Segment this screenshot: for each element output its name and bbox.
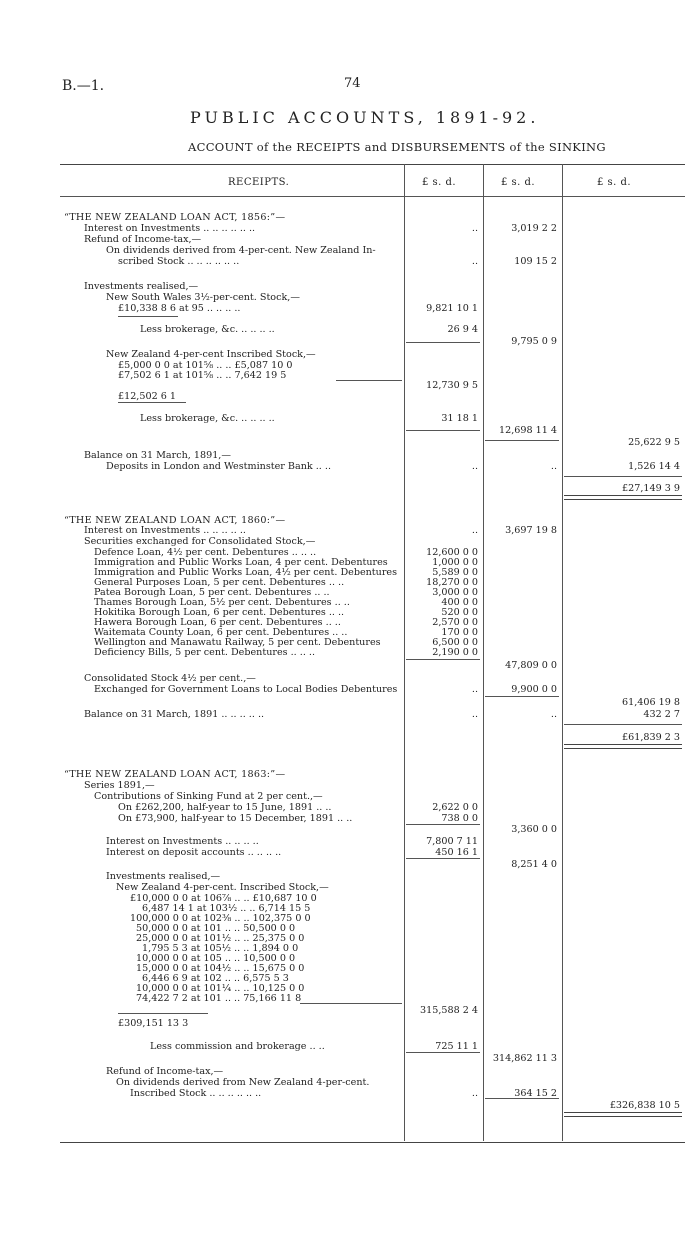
ledger-line: 74,422 7 2 at 101 .. .. 75,166 11 8 bbox=[136, 993, 302, 1004]
amount-cell: 5,589 0 0 bbox=[432, 567, 478, 578]
ledger-line: Less commission and brokerage .. .. bbox=[150, 1041, 325, 1052]
ledger-line: General Purposes Loan, 5 per cent. Debentures .. .. bbox=[94, 577, 345, 588]
ledger-line: 6,446 6 9 at 102 .. .. 6,575 5 3 bbox=[142, 973, 289, 984]
account-subtitle: ACCOUNT of the RECEIPTS and DISBURSEMENTS of the SINKING bbox=[188, 140, 606, 154]
ledger-line: Hokitika Borough Loan, 6 per cent. Debentures .. .. bbox=[94, 607, 345, 618]
ledger-line: scribed Stock .. .. .. .. .. .. bbox=[118, 256, 240, 267]
total-double-rule bbox=[564, 495, 682, 500]
ledger-line: Interest on Investments .. .. .. .. .. .. bbox=[84, 223, 256, 234]
ledger-line: Interest on Investments .. .. .. .. bbox=[106, 836, 259, 847]
ledger-line: New Zealand 4-per-cent. Inscribed Stock,— bbox=[116, 882, 329, 893]
amount-cell: .. bbox=[471, 525, 478, 536]
ledger-line: New South Wales 3½-per-cent. Stock,— bbox=[106, 292, 300, 303]
subtotal-rule bbox=[406, 342, 480, 343]
amount-cell: 18,270 0 0 bbox=[426, 577, 478, 588]
amount-cell: 31 18 1 bbox=[441, 413, 478, 424]
subtotal-rule bbox=[485, 696, 559, 697]
amount-cell: £27,149 3 9 bbox=[622, 483, 680, 494]
amount-cell: 738 0 0 bbox=[441, 813, 478, 824]
ledger-line: 10,000 0 0 at 105 .. .. 10,500 0 0 bbox=[136, 953, 296, 964]
ledger-line: On dividends derived from New Zealand 4-per-cent. bbox=[116, 1077, 370, 1088]
subtotal-rule bbox=[406, 1052, 480, 1053]
section-heading: “THE NEW ZEALAND LOAN ACT, 1863:”— bbox=[64, 769, 286, 780]
amount-cell: 12,698 11 4 bbox=[499, 425, 557, 436]
amount-cell: 9,821 10 1 bbox=[426, 303, 478, 314]
subtotal-rule bbox=[406, 659, 480, 660]
subtotal-rule bbox=[564, 724, 682, 725]
amount-cell: 400 0 0 bbox=[441, 597, 478, 608]
amount-cell: 6,500 0 0 bbox=[432, 637, 478, 648]
amount-cell: 25,622 9 5 bbox=[628, 437, 680, 448]
ledger-line: Defence Loan, 4½ per cent. Debentures .. .. .. bbox=[94, 547, 317, 558]
ledger-line: £10,000 0 0 at 106⅞ .. .. £10,687 10 0 bbox=[130, 893, 317, 904]
receipts-column-header: RECEIPTS. bbox=[228, 177, 290, 188]
column-divider bbox=[483, 164, 484, 1141]
ledger-line: Exchanged for Government Loans to Local Bodies Debentures bbox=[94, 684, 398, 695]
ledger-line: Patea Borough Loan, 5 per cent. Debentures .. .. bbox=[94, 587, 330, 598]
subtotal-rule bbox=[336, 380, 402, 381]
ledger-line: Immigration and Public Works Loan, 4 per cent. Debentures bbox=[94, 557, 388, 568]
page-title: PUBLIC ACCOUNTS, 1891-92. bbox=[190, 108, 540, 127]
ledger-line: Consolidated Stock 4½ per cent.,— bbox=[84, 673, 256, 684]
amount-cell: .. bbox=[550, 709, 557, 720]
amount-cell: £326,838 10 5 bbox=[609, 1100, 680, 1111]
amount-cell: 12,600 0 0 bbox=[426, 547, 478, 558]
ledger-line: New Zealand 4-per-cent Inscribed Stock,— bbox=[106, 349, 316, 360]
ledger-line: Securities exchanged for Consolidated Stock,— bbox=[84, 536, 316, 547]
column-divider bbox=[562, 164, 563, 1141]
pounds-column-header-1: £ s. d. bbox=[422, 177, 457, 188]
pounds-column-header-2: £ s. d. bbox=[501, 177, 536, 188]
total-double-rule bbox=[564, 744, 682, 749]
amount-cell: 2,190 0 0 bbox=[432, 647, 478, 658]
amount-cell: .. bbox=[471, 1088, 478, 1099]
ledger-line: £5,000 0 0 at 101⅝ .. .. £5,087 10 0 bbox=[118, 360, 293, 371]
ledger-line: On £262,200, half-year to 15 June, 1891 .. .. bbox=[118, 802, 332, 813]
ledger-line: Wellington and Manawatu Railway, 5 per cent. Debentures bbox=[94, 637, 381, 648]
section-heading: “THE NEW ZEALAND LOAN ACT, 1856:”— bbox=[64, 212, 286, 223]
ledger-line: £309,151 13 3 bbox=[118, 1018, 189, 1029]
ledger-line: Contributions of Sinking Fund at 2 per cent.,— bbox=[94, 791, 323, 802]
ledger-line: 1,795 5 3 at 105½ .. .. 1,894 0 0 bbox=[142, 943, 299, 954]
amount-cell: .. bbox=[471, 223, 478, 234]
ledger-line: 15,000 0 0 at 104½ .. .. 15,675 0 0 bbox=[136, 963, 305, 974]
ledger-line: Series 1891,— bbox=[84, 780, 155, 791]
subtotal-rule bbox=[564, 476, 682, 477]
ledger-line: £10,338 8 6 at 95 .. .. .. .. bbox=[118, 303, 241, 314]
ledger-line: Inscribed Stock .. .. .. .. .. .. bbox=[130, 1088, 262, 1099]
ledger-line: 10,000 0 0 at 101¼ .. .. 10,125 0 0 bbox=[136, 983, 305, 994]
amount-cell: 12,730 9 5 bbox=[426, 380, 478, 391]
ledger-line: £7,502 6 1 at 101⅝ .. .. 7,642 19 5 bbox=[118, 370, 287, 381]
subtotal-rule bbox=[406, 824, 480, 825]
amount-cell: 7,800 7 11 bbox=[426, 836, 478, 847]
amount-cell: .. bbox=[471, 461, 478, 472]
pounds-column-header-3: £ s. d. bbox=[597, 177, 632, 188]
ledger-line: On dividends derived from 4-per-cent. New Zealand In- bbox=[106, 245, 376, 256]
amount-cell: 314,862 11 3 bbox=[492, 1053, 557, 1064]
amount-cell: 109 15 2 bbox=[514, 256, 557, 267]
amount-cell: 61,406 19 8 bbox=[622, 697, 680, 708]
amount-cell: .. bbox=[550, 461, 557, 472]
ledger-line: Balance on 31 March, 1891 .. .. .. .. .. bbox=[84, 709, 265, 720]
amount-cell: 9,900 0 0 bbox=[511, 684, 557, 695]
amount-cell: 1,526 14 4 bbox=[628, 461, 680, 472]
amount-cell: 3,360 0 0 bbox=[511, 824, 557, 835]
amount-cell: .. bbox=[471, 256, 478, 267]
ledger-line: Less brokerage, &c. .. .. .. .. bbox=[140, 324, 275, 335]
ledger-line: Deposits in London and Westminster Bank .. .. bbox=[106, 461, 331, 472]
subtotal-rule bbox=[485, 440, 559, 441]
subtotal-rule bbox=[300, 1003, 402, 1004]
page-number: 74 bbox=[344, 76, 361, 91]
ledger-line: 6,487 14 1 at 103½ .. .. 6,714 15 5 bbox=[142, 903, 311, 914]
ledger-line: Immigration and Public Works Loan, 4½ per cent. Debentures bbox=[94, 567, 398, 578]
ledger-line: £12,502 6 1 bbox=[118, 391, 176, 402]
header-rule bbox=[60, 196, 685, 197]
ledger-line: 25,000 0 0 at 101½ .. .. 25,375 0 0 bbox=[136, 933, 305, 944]
amount-cell: 3,697 19 8 bbox=[505, 525, 557, 536]
ledger-line: Hawera Borough Loan, 6 per cent. Debentures .. .. bbox=[94, 617, 341, 628]
amount-cell: £61,839 2 3 bbox=[622, 732, 680, 743]
ledger-line: Refund of Income-tax,— bbox=[84, 234, 202, 245]
amount-cell: 9,795 0 9 bbox=[511, 336, 557, 347]
subtotal-rule bbox=[118, 1013, 208, 1014]
ledger-line: Interest on Investments .. .. .. .. .. bbox=[84, 525, 246, 536]
ledger-line: On £73,900, half-year to 15 December, 1891 .. .. bbox=[118, 813, 353, 824]
ledger-line: Interest on deposit accounts .. .. .. .. bbox=[106, 847, 282, 858]
ledger-line: Investments realised,— bbox=[106, 871, 221, 882]
amount-cell: 8,251 4 0 bbox=[511, 859, 557, 870]
amount-cell: 432 2 7 bbox=[643, 709, 680, 720]
amount-cell: 3,000 0 0 bbox=[432, 587, 478, 598]
ledger-line: Thames Borough Loan, 5½ per cent. Debentures .. .. bbox=[94, 597, 350, 608]
subtotal-rule bbox=[118, 316, 178, 317]
section-heading: “THE NEW ZEALAND LOAN ACT, 1860:”— bbox=[64, 515, 286, 526]
ledger-line: Deficiency Bills, 5 per cent. Debentures .. .. .. bbox=[94, 647, 316, 658]
ledger-line: Waitemata County Loan, 6 per cent. Debentures .. .. bbox=[94, 627, 348, 638]
ledger-line: Investments realised,— bbox=[84, 281, 199, 292]
ledger-line: 50,000 0 0 at 101 .. .. 50,500 0 0 bbox=[136, 923, 296, 934]
amount-cell: 2,622 0 0 bbox=[432, 802, 478, 813]
amount-cell: .. bbox=[471, 684, 478, 695]
subtotal-rule bbox=[406, 430, 480, 431]
amount-cell: 170 0 0 bbox=[441, 627, 478, 638]
amount-cell: 315,588 2 4 bbox=[420, 1005, 478, 1016]
amount-cell: 520 0 0 bbox=[441, 607, 478, 618]
amount-cell: 364 15 2 bbox=[514, 1088, 557, 1099]
ledger-line: Refund of Income-tax,— bbox=[106, 1066, 224, 1077]
amount-cell: 2,570 0 0 bbox=[432, 617, 478, 628]
ledger-line: Balance on 31 March, 1891,— bbox=[84, 450, 231, 461]
column-divider bbox=[404, 164, 405, 1141]
amount-cell: 47,809 0 0 bbox=[505, 660, 557, 671]
ledger-line: Less brokerage, &c. .. .. .. .. bbox=[140, 413, 275, 424]
total-double-rule bbox=[564, 1112, 682, 1117]
amount-cell: .. bbox=[471, 709, 478, 720]
amount-cell: 725 11 1 bbox=[435, 1041, 478, 1052]
amount-cell: 1,000 0 0 bbox=[432, 557, 478, 568]
amount-cell: 450 16 1 bbox=[435, 847, 478, 858]
amount-cell: 3,019 2 2 bbox=[511, 223, 557, 234]
document-code: B.—1. bbox=[62, 78, 105, 94]
subtotal-rule bbox=[118, 402, 186, 403]
amount-cell: 26 9 4 bbox=[447, 324, 478, 335]
ledger-line: 100,000 0 0 at 102⅜ .. .. 102,375 0 0 bbox=[130, 913, 311, 924]
subtotal-rule bbox=[406, 858, 480, 859]
